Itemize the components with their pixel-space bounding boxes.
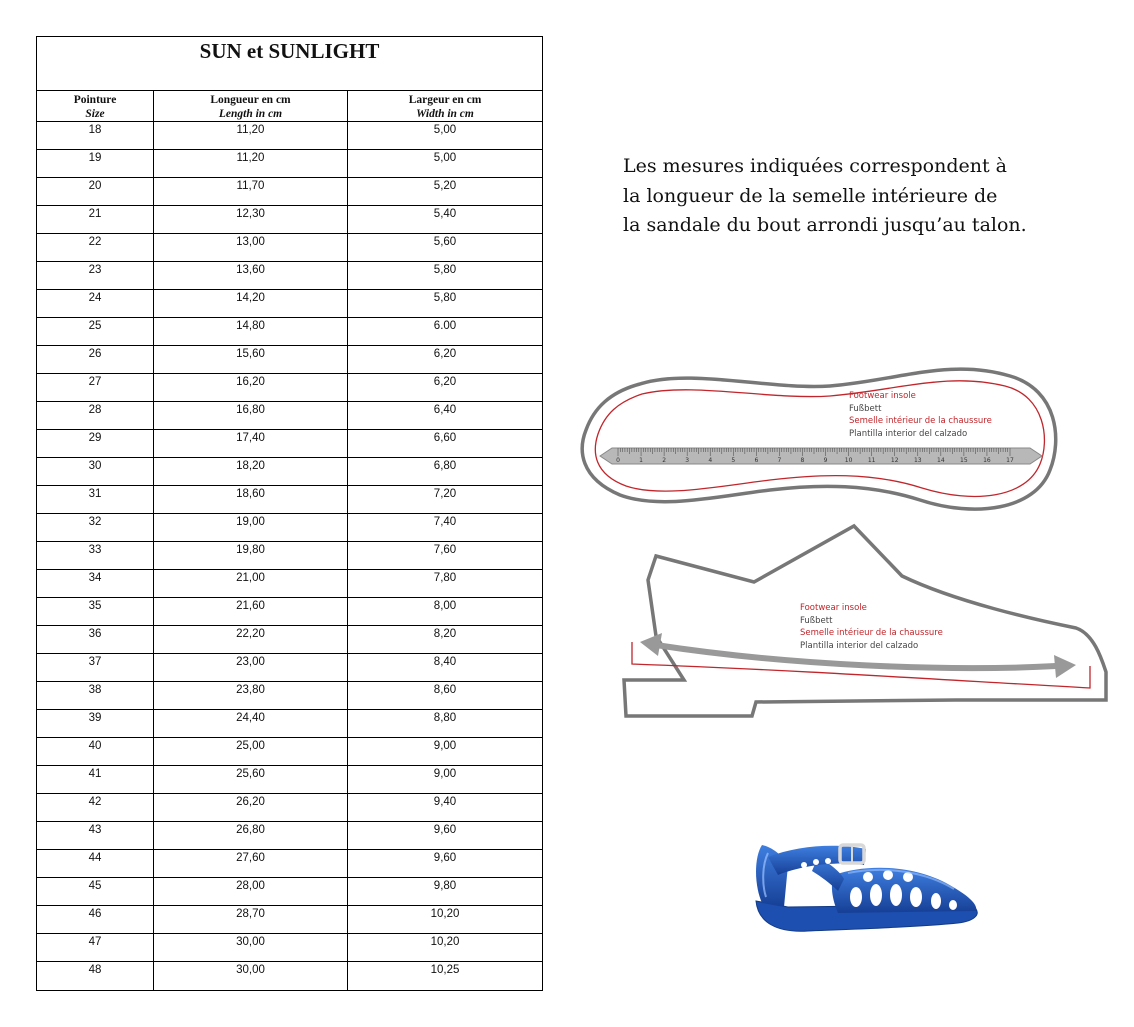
cell-size: 31 (37, 486, 154, 513)
cell-width: 7,60 (433, 544, 457, 556)
ruler-tick-label: 17 (1006, 457, 1014, 464)
ruler-tick-label: 11 (867, 457, 876, 464)
insole-label-group (849, 390, 992, 440)
cell-width: 5,80 (433, 292, 457, 304)
shoe-label-group (800, 602, 943, 652)
table-row (37, 206, 542, 234)
cell-width: 6.00 (433, 320, 457, 332)
cell-size: 35 (37, 598, 154, 625)
cell-width: 7,80 (433, 572, 457, 584)
cell-width: 8,60 (433, 684, 457, 696)
cell-size: 26 (37, 346, 154, 373)
table-row (37, 290, 542, 318)
table-row (37, 178, 542, 206)
cell-size: 28 (37, 402, 154, 429)
table-row (37, 542, 542, 570)
table-title: SUN et SUNLIGHT (37, 37, 542, 91)
insole-label-en: Footwear insole (849, 391, 916, 401)
shoe-side-diagram (616, 520, 1112, 722)
cell-width: 5,20 (433, 180, 457, 192)
cell-length: 13,00 (154, 234, 348, 261)
cell-width: 6,80 (433, 460, 457, 472)
cell-length: 11,20 (154, 150, 348, 177)
cell-width: 8,40 (433, 656, 457, 668)
cell-width: 5,60 (433, 236, 457, 248)
table-row (37, 850, 542, 878)
cell-size: 45 (37, 878, 154, 905)
cell-width: 8,00 (433, 600, 457, 612)
cell-length: 26,20 (154, 794, 348, 821)
cell-size: 47 (37, 934, 154, 961)
cell-size: 33 (37, 542, 154, 569)
cell-size: 19 (37, 150, 154, 177)
cell-width: 6,20 (433, 376, 457, 388)
table-row (37, 514, 542, 542)
cell-size: 30 (37, 458, 154, 485)
ruler-tick-label: 9 (823, 457, 828, 464)
cell-width: 7,20 (433, 488, 457, 500)
cell-length: 17,40 (154, 430, 348, 457)
table-row (37, 122, 542, 150)
ruler-tick-label: 12 (890, 457, 899, 464)
table-row (37, 682, 542, 710)
cell-length: 30,00 (154, 934, 348, 961)
description-line: Les mesures indiquées correspondent à (623, 155, 1007, 177)
cell-size: 29 (37, 430, 154, 457)
cell-length: 25,60 (154, 766, 348, 793)
cell-size: 39 (37, 710, 154, 737)
table-row (37, 402, 542, 430)
cell-size: 32 (37, 514, 154, 541)
header-width (348, 91, 542, 121)
header-size-en: Size (85, 108, 105, 120)
table-row (37, 570, 542, 598)
cell-size: 48 (37, 962, 154, 990)
table-row (37, 934, 542, 962)
table-row (37, 962, 542, 990)
sandal-illustration (748, 835, 984, 945)
table-row (37, 710, 542, 738)
cell-size: 44 (37, 850, 154, 877)
header-size (37, 91, 154, 121)
cell-size: 18 (37, 122, 154, 149)
table-row (37, 374, 542, 402)
table-row (37, 654, 542, 682)
table-row (37, 430, 542, 458)
cell-length: 14,20 (154, 290, 348, 317)
cell-length: 19,00 (154, 514, 348, 541)
cell-size: 24 (37, 290, 154, 317)
shoe-label-de: Fußbett (800, 615, 833, 626)
cell-length: 18,20 (154, 458, 348, 485)
cell-width: 9,40 (433, 796, 457, 808)
cell-length: 28,00 (154, 878, 348, 905)
table-row (37, 318, 542, 346)
cell-size: 40 (37, 738, 154, 765)
table-row (37, 794, 542, 822)
cell-width: 10,20 (430, 908, 460, 920)
cell-width: 6,20 (433, 348, 457, 360)
measure-arrow-head-right (1054, 655, 1076, 678)
cell-length: 23,80 (154, 682, 348, 709)
cell-length: 22,20 (154, 626, 348, 653)
cell-length: 19,80 (154, 542, 348, 569)
cell-length: 26,80 (154, 822, 348, 849)
ruler-tick-label: 6 (754, 457, 759, 464)
insole-diagram (580, 360, 1060, 520)
cell-length: 27,60 (154, 850, 348, 877)
measure-arrow-head-left (640, 633, 662, 656)
table-body (37, 122, 542, 990)
header-length (154, 91, 348, 121)
cell-size: 46 (37, 906, 154, 933)
description-line: la longueur de la semelle intérieure de (623, 184, 998, 207)
cell-width: 10,20 (430, 936, 460, 948)
table-header-row (37, 91, 542, 122)
ruler-tick-label: 5 (731, 457, 736, 464)
table-row (37, 626, 542, 654)
measurement-description (623, 152, 1093, 241)
cell-length: 28,70 (154, 906, 348, 933)
cell-size: 34 (37, 570, 154, 597)
cell-length: 15,60 (154, 346, 348, 373)
ruler-tick-label: 0 (616, 457, 620, 464)
cell-width: 9,00 (433, 740, 457, 752)
cell-length: 12,30 (154, 206, 348, 233)
cell-size: 21 (37, 206, 154, 233)
table-row (37, 598, 542, 626)
cell-length: 11,20 (154, 122, 348, 149)
cell-length: 23,00 (154, 654, 348, 681)
cell-width: 5,00 (433, 124, 457, 136)
cell-size: 22 (37, 234, 154, 261)
cell-length: 21,60 (154, 598, 348, 625)
table-row (37, 150, 542, 178)
table-row (37, 822, 542, 850)
cell-width: 9,60 (433, 852, 457, 864)
table-row (37, 234, 542, 262)
ruler-tick-label: 13 (913, 457, 922, 464)
cell-size: 38 (37, 682, 154, 709)
cell-length: 11,70 (154, 178, 348, 205)
insole-label-fr: Semelle intérieur de la chaussure (849, 416, 992, 426)
cell-width: 6,60 (433, 432, 457, 444)
ruler-tick-label: 2 (662, 457, 667, 464)
table-row (37, 906, 542, 934)
cell-width: 8,80 (433, 712, 457, 724)
cell-length: 13,60 (154, 262, 348, 289)
shoe-label-es: Plantilla interior del calzado (800, 640, 919, 651)
ruler-tick-label: 10 (844, 457, 853, 464)
size-table (36, 36, 543, 991)
cell-length: 30,00 (154, 962, 348, 990)
insole-label-es: Plantilla interior del calzado (849, 428, 968, 439)
table-row (37, 878, 542, 906)
cell-size: 23 (37, 262, 154, 289)
cell-width: 8,20 (433, 628, 457, 640)
cell-width: 5,00 (433, 152, 457, 164)
blue-sandal-image (748, 835, 984, 945)
header-length-en: Length in cm (218, 108, 283, 120)
insole-outline-drawing (580, 360, 1060, 520)
header-length-fr: Longueur en cm (210, 94, 291, 106)
cell-width: 5,80 (433, 264, 457, 276)
cell-size: 36 (37, 626, 154, 653)
table-row (37, 262, 542, 290)
ruler-tick-label: 7 (777, 457, 782, 464)
cell-length: 16,80 (154, 402, 348, 429)
ruler-tick-label: 8 (800, 457, 805, 464)
cell-width: 6,40 (433, 404, 457, 416)
shoe-label-fr: Semelle intérieur de la chaussure (800, 628, 943, 638)
cell-length: 18,60 (154, 486, 348, 513)
header-size-fr: Pointure (73, 94, 117, 106)
table-row (37, 738, 542, 766)
insole-label-de: Fußbett (849, 403, 882, 414)
cell-width: 5,40 (433, 208, 457, 220)
header-width-en: Width in cm (416, 108, 474, 120)
ruler-tick-label: 1 (639, 457, 643, 464)
description-line: la sandale du bout arrondi jusqu’au talon. (623, 214, 1027, 236)
ruler-tick-label: 15 (960, 457, 968, 464)
table-row (37, 766, 542, 794)
cell-width: 9,80 (433, 880, 457, 892)
cell-width: 9,60 (433, 824, 457, 836)
cell-size: 41 (37, 766, 154, 793)
cell-size: 20 (37, 178, 154, 205)
table-row (37, 486, 542, 514)
cell-length: 16,20 (154, 374, 348, 401)
cell-length: 24,40 (154, 710, 348, 737)
cell-length: 25,00 (154, 738, 348, 765)
cell-length: 21,00 (154, 570, 348, 597)
table-row (37, 346, 542, 374)
cell-width: 9,00 (433, 768, 457, 780)
table-row (37, 458, 542, 486)
shoe-label-en: Footwear insole (800, 603, 867, 613)
ruler-tick-label: 3 (685, 457, 690, 464)
ruler-tick-label: 4 (708, 457, 713, 464)
cell-width: 7,40 (433, 516, 457, 528)
ruler-tick-label: 14 (937, 457, 945, 464)
cell-size: 37 (37, 654, 154, 681)
cell-length: 14,80 (154, 318, 348, 345)
cell-size: 27 (37, 374, 154, 401)
cell-size: 42 (37, 794, 154, 821)
ruler-tick-label: 16 (983, 457, 991, 464)
header-width-fr: Largeur en cm (408, 94, 482, 106)
cell-size: 25 (37, 318, 154, 345)
cell-width: 10,25 (430, 964, 460, 976)
cell-size: 43 (37, 822, 154, 849)
